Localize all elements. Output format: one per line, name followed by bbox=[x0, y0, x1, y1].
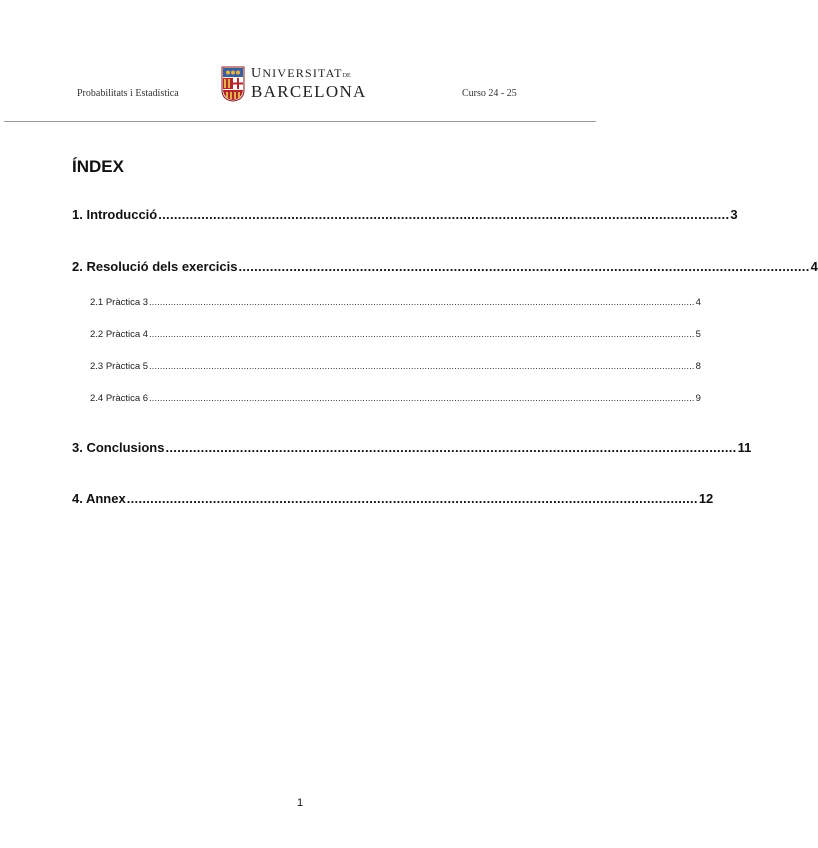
university-logo bbox=[221, 66, 367, 104]
toc-entry-page: 12 bbox=[698, 491, 714, 506]
toc-leader-dots: .................................................................................................................................................. bbox=[165, 440, 737, 455]
toc-entry-label: 2.3 Pràctica 5 bbox=[90, 361, 149, 372]
toc-entry-page: 5 bbox=[695, 329, 701, 340]
toc-entry-page: 4 bbox=[695, 297, 701, 308]
toc-leader-dots: .......................................................................................................................................................................................................... bbox=[149, 329, 695, 339]
toc-entry-page: 9 bbox=[695, 393, 701, 404]
toc-entry-page: 11 bbox=[737, 440, 752, 455]
toc-entry-label: 2.4 Pràctica 6 bbox=[90, 393, 149, 404]
toc-entry-label: 1. Introducció bbox=[72, 207, 158, 222]
toc-entry-label: 2.2 Pràctica 4 bbox=[90, 329, 149, 340]
toc-entry-label: 4. Annex bbox=[72, 491, 126, 506]
toc-leader-dots: .......................................................................................................................................................................................................... bbox=[149, 393, 695, 403]
toc-entry-page: 4 bbox=[810, 259, 818, 274]
logo-word-universitat: NIVERSITAT bbox=[262, 66, 343, 80]
toc-entry-practica-5[interactable] bbox=[90, 361, 701, 374]
toc-entry-resolucio[interactable] bbox=[72, 259, 818, 277]
page-number: 1 bbox=[296, 797, 304, 809]
toc-leader-dots: .................................................................................................................................................. bbox=[238, 259, 810, 274]
page-header bbox=[0, 0, 600, 124]
toc-entry-label: 3. Conclusions bbox=[72, 440, 165, 455]
logo-initial: U bbox=[251, 66, 263, 81]
toc-entry-practica-6[interactable] bbox=[90, 393, 701, 406]
toc-entry-label: 2.1 Pràctica 3 bbox=[90, 297, 149, 308]
toc-leader-dots: .......................................................................................................................................................................................................... bbox=[149, 297, 695, 307]
toc-entry-conclusions[interactable] bbox=[72, 440, 752, 458]
course-name: Probabilitats i Estadística bbox=[77, 88, 179, 99]
university-shield-icon bbox=[221, 66, 245, 102]
toc-entry-introduccio[interactable] bbox=[72, 207, 738, 225]
logo-word-barcelona: BARCELONA bbox=[251, 82, 367, 101]
toc-entry-practica-3[interactable] bbox=[90, 297, 701, 310]
toc-leader-dots: .......................................................................................................................................................................................................... bbox=[149, 361, 695, 371]
toc-leader-dots: .................................................................................................................................................. bbox=[126, 491, 698, 506]
toc-entry-label: 2. Resolució dels exercicis bbox=[72, 259, 238, 274]
logo-word-de: DE bbox=[342, 73, 351, 79]
course-year: Curso 24 - 25 bbox=[462, 88, 517, 99]
toc-title: ÍNDEX bbox=[72, 157, 124, 176]
logo-wordmark bbox=[251, 66, 367, 101]
toc-entry-practica-4[interactable] bbox=[90, 329, 701, 342]
toc-entry-page: 3 bbox=[730, 207, 738, 222]
toc-entry-page: 8 bbox=[695, 361, 701, 372]
header-divider bbox=[4, 121, 596, 122]
toc-leader-dots: .................................................................................................................................................. bbox=[158, 207, 730, 222]
toc-entry-annex[interactable] bbox=[72, 491, 714, 509]
